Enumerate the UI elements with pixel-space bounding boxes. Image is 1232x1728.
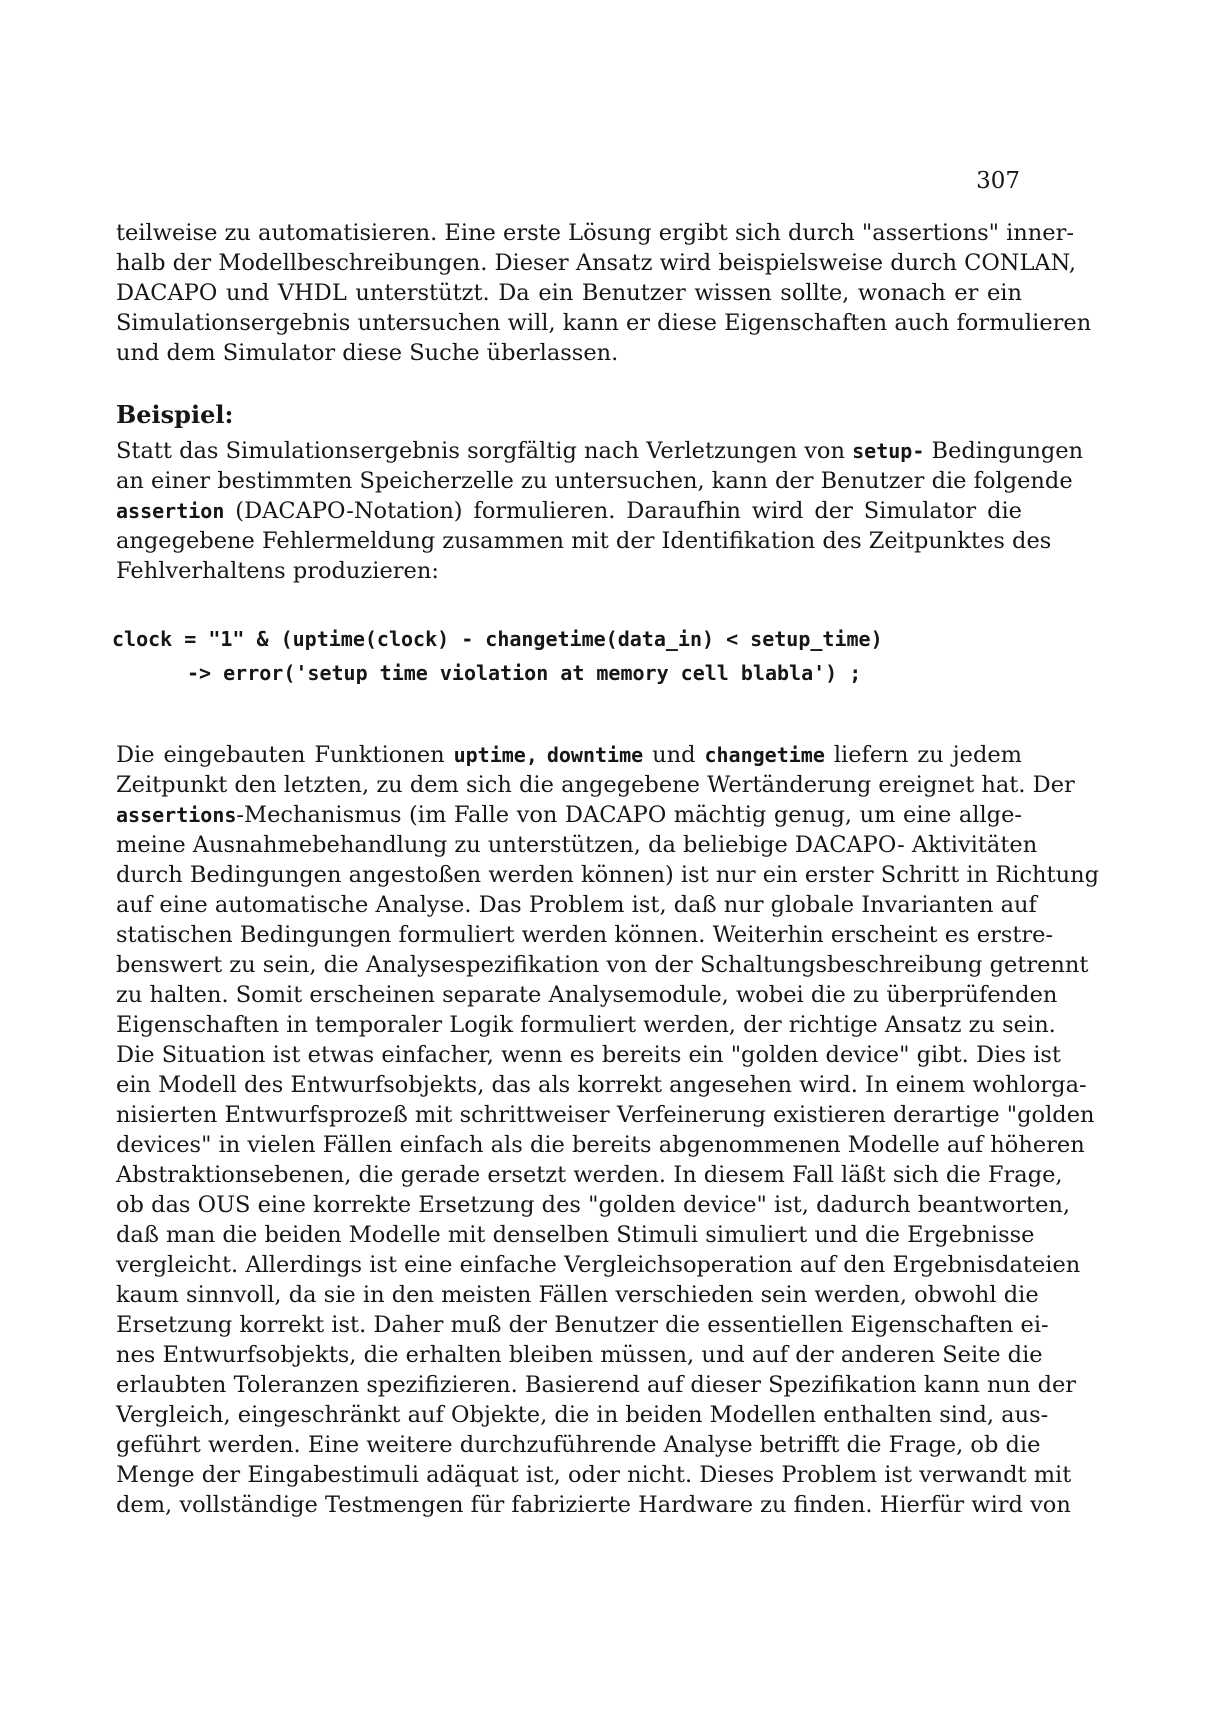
text-line (116, 740, 1022, 770)
page-number: 307 (976, 168, 1020, 194)
text-line: DACAPO und VHDL unterstützt. Da ein Benutzer wissen sollte, wonach er ein (116, 280, 1022, 306)
text-line: ob das OUS eine korrekte Ersetzung des "golden device" ist, dadurch beantworten, (116, 1192, 1071, 1218)
text-line: ein Modell des Entwurfsobjekts, das als korrekt angesehen wird. In einem wohlorga- (116, 1072, 1087, 1098)
text-line: an einer bestimmten Speicherzelle zu untersuchen, kann der Benutzer die folgende (116, 468, 1073, 494)
text-line: statischen Bedingungen formuliert werden können. Weiterhin erscheint es erstre- (116, 922, 1054, 948)
text-line: dem, vollständige Testmengen für fabrizierte Hardware zu finden. Hierfür wird von (116, 1492, 1071, 1518)
text-line (116, 436, 1084, 466)
code-line: -> error('setup time violation at memory cell blabla') ; (187, 661, 862, 685)
text-run: und (652, 742, 696, 768)
text-line: Abstraktionsebenen, die gerade ersetzt werden. In diesem Fall läßt sich die Frage, (116, 1162, 1063, 1188)
text-line: Zeitpunkt den letzten, zu dem sich die angegebene Wertänderung ereignet hat. Der (116, 772, 1075, 798)
text-line: benswert zu sein, die Analysespezifikation von der Schaltungsbeschreibung getrennt (116, 952, 1089, 978)
intro-paragraph (116, 218, 1092, 368)
text-line: zu halten. Somit erscheinen separate Analysemodule, wobei die zu überprüfenden (116, 982, 1058, 1008)
text-run: (DACAPO-Notation) formulieren. Daraufhin wird der Simulator die (235, 498, 1022, 524)
text-line: Ersetzung korrekt ist. Daher muß der Benutzer die essentiellen Eigenschaften ei- (116, 1312, 1049, 1338)
code-inline: changetime (704, 743, 825, 767)
text-line: halb der Modellbeschreibungen. Dieser Ansatz wird beispielsweise durch CONLAN, (116, 250, 1077, 276)
text-line: nes Entwurfsobjekts, die erhalten bleiben müssen, und auf der anderen Seite die (116, 1342, 1043, 1368)
text-line: devices" in vielen Fällen einfach als die bereits abgenommenen Modelle auf höheren (116, 1132, 1085, 1158)
text-line: angegebene Fehlermeldung zusammen mit der Identifikation des Zeitpunktes des (116, 528, 1052, 554)
text-run: Bedingungen (931, 438, 1084, 464)
code-inline: assertion (116, 499, 225, 523)
text-line: vergleicht. Allerdings ist eine einfache Vergleichsoperation auf den Ergebnisdateien (116, 1252, 1081, 1278)
code-line: clock = "1" & (uptime(clock) - changetime(data_in) < setup_time) (112, 627, 883, 651)
text-line: kaum sinnvoll, da sie in den meisten Fällen verschieden sein werden, obwohl die (116, 1282, 1039, 1308)
text-line (116, 800, 1022, 830)
text-line: teilweise zu automatisieren. Eine erste Lösung ergibt sich durch "assertions" inner- (116, 220, 1074, 246)
text-run: Die eingebauten Funktionen (116, 742, 445, 768)
text-line: meine Ausnahmebehandlung zu unterstützen, da beliebige DACAPO- Aktivitäten (116, 832, 1038, 858)
body-paragraph (116, 740, 1099, 1520)
text-line: Vergleich, eingeschränkt auf Objekte, die in beiden Modellen enthalten sind, aus- (116, 1402, 1049, 1428)
text-line: Die Situation ist etwas einfacher, wenn es bereits ein "golden device" gibt. Dies ist (116, 1042, 1061, 1068)
text-line: geführt werden. Eine weitere durchzuführende Analyse betrifft die Frage, ob die (116, 1432, 1041, 1458)
text-line: nisierten Entwurfsprozeß mit schrittweiser Verfeinerung existieren derartige "golden (116, 1102, 1095, 1128)
example-heading: Beispiel: (116, 400, 234, 429)
text-run: Statt das Simulationsergebnis sorgfältig nach Verletzungen von (116, 438, 845, 464)
text-line: Fehlverhaltens produzieren: (116, 558, 439, 584)
text-line: Menge der Eingabestimuli adäquat ist, oder nicht. Dieses Problem ist verwandt mit (116, 1462, 1072, 1488)
text-line: durch Bedingungen angestoßen werden können) ist nur ein erster Schritt in Richtung (116, 862, 1099, 888)
text-run: liefern zu jedem (833, 742, 1023, 768)
code-inline: assertions (116, 803, 237, 827)
code-inline: setup- (852, 439, 925, 463)
text-run: -Mechanismus (im Falle von DACAPO mächtig genug, um eine allge- (236, 802, 1022, 828)
text-line (116, 496, 1022, 526)
code-inline: uptime, (453, 743, 538, 767)
text-line: und dem Simulator diese Suche überlassen. (116, 340, 619, 366)
code-block (112, 622, 883, 690)
text-line: erlaubten Toleranzen spezifizieren. Basierend auf dieser Spezifikation kann nun der (116, 1372, 1077, 1398)
text-line: auf eine automatische Analyse. Das Problem ist, daß nur globale Invarianten auf (116, 892, 1037, 918)
text-line: daß man die beiden Modelle mit denselben Stimuli simuliert und die Ergebnisse (116, 1222, 1035, 1248)
example-paragraph (116, 436, 1084, 586)
text-line: Eigenschaften in temporaler Logik formuliert werden, der richtige Ansatz zu sein. (116, 1012, 1056, 1038)
text-line: Simulationsergebnis untersuchen will, kann er diese Eigenschaften auch formulieren (116, 310, 1092, 336)
code-inline: downtime (546, 743, 644, 767)
